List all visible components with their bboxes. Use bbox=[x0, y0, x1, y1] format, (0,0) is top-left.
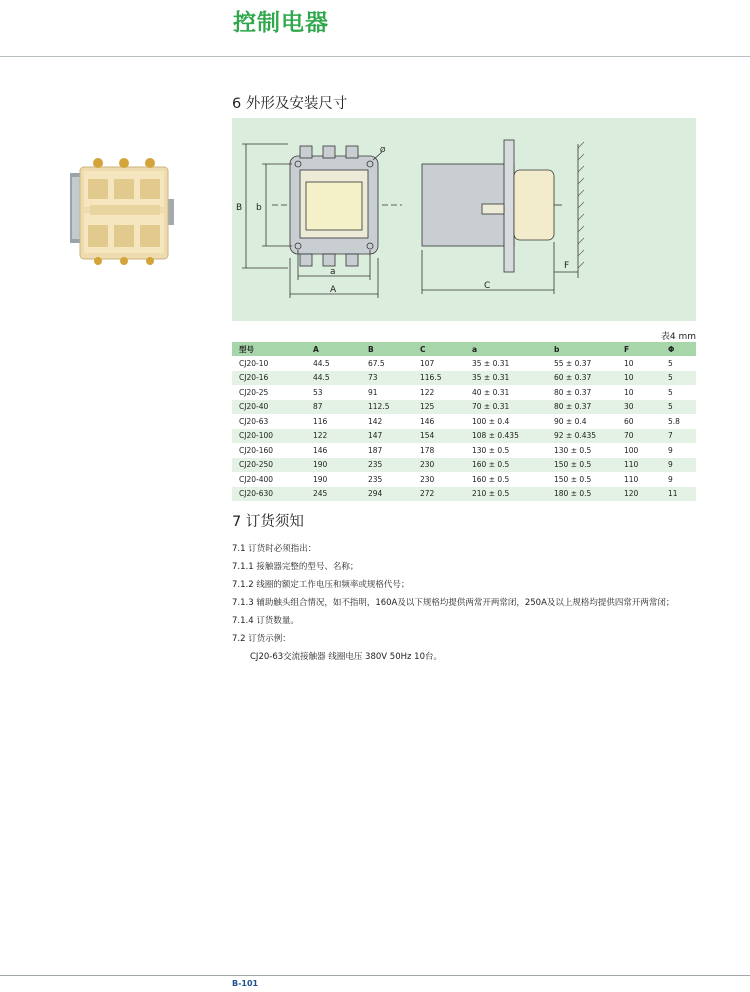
table-row bbox=[232, 472, 696, 487]
dim-label-B: B bbox=[236, 203, 243, 213]
table-header-cell: Φ bbox=[661, 342, 696, 356]
table-cell: 235 bbox=[361, 458, 413, 473]
header-divider bbox=[0, 56, 750, 57]
table-cell: 120 bbox=[617, 487, 661, 502]
table-cell: CJ20-25 bbox=[239, 387, 269, 397]
table-header-cell: a bbox=[465, 342, 547, 356]
table-cell: 80 ± 0.37 bbox=[547, 400, 617, 415]
table-cell: 80 ± 0.37 bbox=[554, 387, 592, 397]
table-row bbox=[232, 385, 696, 400]
ordering-item: 7.1.1 接触器完整的型号、名称； bbox=[232, 562, 359, 572]
table-cell: 5 bbox=[661, 400, 696, 415]
table-cell: 230 bbox=[413, 458, 465, 473]
table-cell: 60 ± 0.37 bbox=[547, 371, 617, 386]
table-cell: 210 ± 0.5 bbox=[465, 487, 547, 502]
table-cell: 160 ± 0.5 bbox=[465, 458, 547, 473]
table-row bbox=[232, 414, 696, 429]
product-photo bbox=[66, 155, 178, 267]
table-cell: 150 ± 0.5 bbox=[554, 474, 592, 484]
ordering-item: 7.1 订货时必须指出： bbox=[232, 544, 317, 554]
table-cell: 9 bbox=[661, 458, 696, 473]
ordering-example: CJ20-63交流接触器 线圈电压 380V 50Hz 10台。 bbox=[250, 652, 442, 662]
ordering-item: 7.1.4 订货数量。 bbox=[232, 616, 299, 626]
table-row bbox=[232, 487, 696, 502]
table-row bbox=[232, 371, 696, 386]
table-cell: 44.5 bbox=[306, 371, 361, 386]
table-header-cell: C bbox=[413, 342, 465, 356]
table-cell: 10 bbox=[624, 358, 634, 368]
dim-label-a: a bbox=[330, 267, 336, 277]
table-cell: 230 bbox=[420, 474, 435, 484]
table-cell: 40 ± 0.31 bbox=[472, 387, 510, 397]
table-header-row bbox=[232, 342, 696, 356]
ordering-item: 7.1.2 线圈的额定工作电压和频率或规格代号； bbox=[232, 580, 410, 590]
section-6-title: 6 外形及安装尺寸 bbox=[232, 96, 348, 112]
table-cell: 10 bbox=[617, 371, 661, 386]
table-cell: 130 ± 0.5 bbox=[472, 445, 510, 455]
table-cell: 91 bbox=[368, 387, 378, 397]
table-cell: CJ20-16 bbox=[232, 371, 306, 386]
page-header-title: 控制电器 bbox=[233, 10, 329, 36]
table-header-cell: 型号 bbox=[232, 342, 306, 356]
table-cell: 110 bbox=[617, 458, 661, 473]
table-cell: 187 bbox=[368, 445, 383, 455]
table-cell: 272 bbox=[413, 487, 465, 502]
ordering-notes bbox=[232, 540, 702, 666]
ordering-item: 7.2 订货示例： bbox=[232, 634, 291, 644]
dim-label-phi: Ø bbox=[380, 146, 386, 154]
table-cell: 150 ± 0.5 bbox=[547, 458, 617, 473]
table-header-cell: F bbox=[617, 342, 661, 356]
dim-label-A: A bbox=[330, 285, 337, 295]
table-cell: 108 ± 0.435 bbox=[465, 429, 547, 444]
table-cell: 92 ± 0.435 bbox=[547, 429, 617, 444]
table-header-cell: B bbox=[361, 342, 413, 356]
table-cell: 154 bbox=[413, 429, 465, 444]
table-cell: 190 bbox=[306, 458, 361, 473]
table-row bbox=[232, 443, 696, 458]
table-cell: 122 bbox=[306, 429, 361, 444]
table-caption: 表4 mm bbox=[660, 332, 696, 342]
table-cell: 245 bbox=[306, 487, 361, 502]
table-cell: 70 bbox=[617, 429, 661, 444]
table-cell: 110 bbox=[624, 474, 639, 484]
table-cell: 146 bbox=[420, 416, 435, 426]
table-cell: 116.5 bbox=[413, 371, 465, 386]
table-cell: 160 ± 0.5 bbox=[472, 474, 510, 484]
table-cell: 5 bbox=[668, 358, 673, 368]
table-cell: 112.5 bbox=[361, 400, 413, 415]
dim-label-b: b bbox=[256, 203, 262, 213]
table-cell: 67.5 bbox=[368, 358, 385, 368]
page-number: B-101 bbox=[232, 979, 259, 988]
table-cell: 180 ± 0.5 bbox=[547, 487, 617, 502]
ordering-item: 7.1.3 辅助触头组合情况，如不指明，160A及以下规格均提供两常开两常闭，250A及以上规格均提供四常开两常闭； bbox=[232, 598, 675, 608]
table-cell: 87 bbox=[306, 400, 361, 415]
dim-label-F: F bbox=[564, 261, 570, 271]
table-cell: 235 bbox=[368, 474, 383, 484]
table-cell: 30 bbox=[617, 400, 661, 415]
table-header-cell: A bbox=[306, 342, 361, 356]
table-cell: 294 bbox=[361, 487, 413, 502]
table-cell: 122 bbox=[420, 387, 435, 397]
outline-drawing bbox=[232, 118, 696, 321]
table-cell: 130 ± 0.5 bbox=[554, 445, 592, 455]
dim-label-C: C bbox=[484, 281, 491, 291]
table-cell: 100 ± 0.4 bbox=[472, 416, 510, 426]
table-cell: 190 bbox=[313, 474, 328, 484]
table-cell: 100 bbox=[624, 445, 639, 455]
table-cell: 9 bbox=[668, 474, 673, 484]
table-cell: 7 bbox=[661, 429, 696, 444]
table-cell: CJ20-10 bbox=[239, 358, 269, 368]
table-cell: 5.8 bbox=[668, 416, 680, 426]
table-cell: 142 bbox=[368, 416, 383, 426]
table-row bbox=[232, 400, 696, 415]
table-header-cell: b bbox=[547, 342, 617, 356]
table-cell: 44.5 bbox=[313, 358, 330, 368]
table-cell: CJ20-63 bbox=[239, 416, 269, 426]
table-cell: 116 bbox=[313, 416, 328, 426]
table-cell: 53 bbox=[313, 387, 323, 397]
section-7-title: 7 订货须知 bbox=[232, 514, 304, 530]
table-cell: 10 bbox=[624, 387, 634, 397]
table-cell: 5 bbox=[661, 371, 696, 386]
table-cell: 73 bbox=[361, 371, 413, 386]
table-cell: 107 bbox=[420, 358, 435, 368]
table-cell: 35 ± 0.31 bbox=[472, 358, 510, 368]
footer-divider bbox=[0, 975, 750, 976]
table-cell: 125 bbox=[413, 400, 465, 415]
table-row bbox=[232, 458, 696, 473]
dimensions-table bbox=[232, 342, 696, 501]
table-cell: 35 ± 0.31 bbox=[465, 371, 547, 386]
table-cell: 146 bbox=[313, 445, 328, 455]
table-cell: 60 bbox=[624, 416, 634, 426]
table-cell: CJ20-630 bbox=[232, 487, 306, 502]
table-cell: CJ20-250 bbox=[232, 458, 306, 473]
table-cell: 70 ± 0.31 bbox=[465, 400, 547, 415]
table-cell: CJ20-400 bbox=[239, 474, 274, 484]
table-row bbox=[232, 356, 696, 371]
table-cell: CJ20-40 bbox=[232, 400, 306, 415]
table-cell: 11 bbox=[661, 487, 696, 502]
table-cell: 9 bbox=[668, 445, 673, 455]
table-cell: 178 bbox=[420, 445, 435, 455]
table-cell: 90 ± 0.4 bbox=[554, 416, 587, 426]
table-cell: 55 ± 0.37 bbox=[554, 358, 592, 368]
table-cell: 147 bbox=[361, 429, 413, 444]
table-row bbox=[232, 429, 696, 444]
table-cell: CJ20-160 bbox=[239, 445, 274, 455]
table-cell: CJ20-100 bbox=[232, 429, 306, 444]
outline-drawing-panel bbox=[232, 118, 696, 321]
table-cell: 5 bbox=[668, 387, 673, 397]
